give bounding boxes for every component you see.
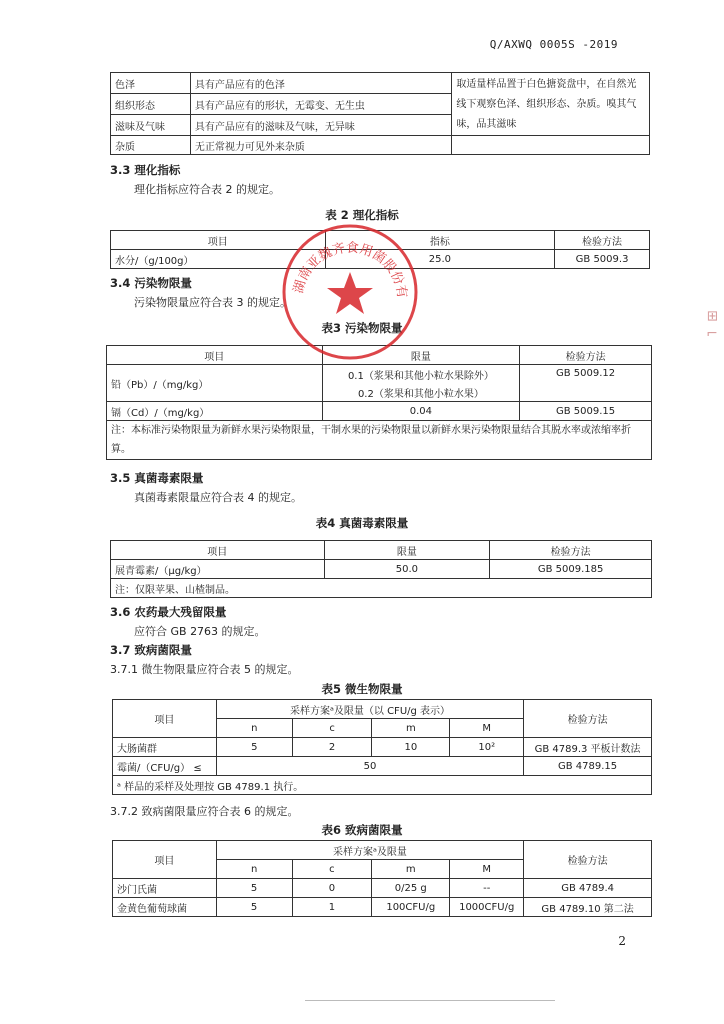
table-note: 注：仅限苹果、山楂制品。 [111, 579, 652, 598]
section-3-3-text: 理化指标应符合表 2 的规定。 [134, 183, 280, 196]
n-cell: 5 [216, 898, 292, 917]
table-row [113, 879, 652, 898]
item-cell: 杂质 [111, 136, 191, 155]
header-item: 项目 [111, 541, 325, 560]
table-note-row [111, 579, 652, 598]
M-cell: -- [450, 879, 524, 898]
item-cell: 组织形态 [111, 94, 191, 115]
section-3-6-title: 3.6 农药最大残留限量 [110, 605, 227, 619]
section-3-3-title: 3.3 理化指标 [110, 163, 181, 177]
method-cell: GB 4789.3 平板计数法 [524, 738, 652, 757]
table6-caption: 表6 致病菌限量 [321, 823, 403, 837]
header-item: 项目 [113, 700, 217, 738]
section-3-7-1-text: 3.7.1 微生物限量应符合表 5 的规定。 [110, 663, 299, 676]
table-note: 注：本标准污染物限量为新鲜水果污染物限量，干制水果的污染物限量以新鲜水果污染物限量结合其脱水率或浓缩率折算。 [107, 421, 652, 460]
limit-cell: 0.1（浆果和其他小粒水果除外） [322, 365, 520, 384]
section-3-5-title: 3.5 真菌毒素限量 [110, 471, 204, 485]
svg-text:湖南亚魏齐食用菌股份有限公司: 湖南亚魏齐食用菌股份有 [291, 240, 410, 300]
requirement-cell: 具有产品应有的滋味及气味，无异味 [190, 115, 451, 136]
requirement-cell: 具有产品应有的形状，无霉变、无生虫 [190, 94, 451, 115]
page-number: 2 [618, 934, 626, 948]
table6 [112, 840, 652, 917]
value-cell: 25.0 [325, 250, 555, 269]
table-header-row [107, 346, 652, 365]
table3-caption: 表3 污染物限量 [321, 321, 403, 335]
table-note-row [113, 776, 652, 795]
table-row [107, 402, 652, 421]
limit-cell: 0.2（浆果和其他小粒水果） [322, 383, 520, 402]
item-cell: 滋味及气味 [111, 115, 191, 136]
M-cell: 1000CFU/g [450, 898, 524, 917]
table-row [111, 250, 650, 269]
c-cell: 1 [292, 898, 372, 917]
table-row [113, 757, 652, 776]
method-cell: GB 4789.15 [524, 757, 652, 776]
section-3-6-text: 应符合 GB 2763 的规定。 [134, 625, 266, 638]
value-cell: 50 [216, 757, 523, 776]
table-header-row [113, 841, 652, 860]
m-cell: 100CFU/g [372, 898, 450, 917]
table-row [113, 738, 652, 757]
c-cell: 2 [292, 738, 372, 757]
method-cell: GB 5009.12 [520, 365, 652, 402]
method-cell: GB 5009.3 [555, 250, 650, 269]
item-cell: 铅（Pb）/（mg/kg） [107, 365, 323, 402]
header-method: 检验方法 [555, 231, 650, 250]
subheader-M: M [450, 860, 524, 879]
header-limit: 限量 [324, 541, 490, 560]
table-header-row [111, 541, 652, 560]
M-cell: 10² [450, 738, 524, 757]
table5 [112, 699, 652, 795]
header-plan: 采样方案ᵃ及限量 [216, 841, 523, 860]
table-note-row [107, 421, 652, 460]
subheader-c: c [292, 860, 372, 879]
header-limit: 限量 [322, 346, 520, 365]
section-3-7-2-text: 3.7.2 致病菌限量应符合表 6 的规定。 [110, 805, 299, 818]
header-method: 检验方法 [524, 841, 652, 879]
subheader-m: m [372, 719, 450, 738]
table-row [107, 365, 652, 384]
table3 [106, 345, 652, 460]
item-cell: 展青霉素/（μg/kg） [111, 560, 325, 579]
table2-caption: 表 2 理化指标 [325, 208, 399, 222]
sensory-table [110, 72, 650, 155]
limit-cell: 50.0 [324, 560, 490, 579]
table-row [113, 898, 652, 917]
table-row [111, 73, 650, 94]
header-value: 指标 [325, 231, 555, 250]
n-cell: 5 [216, 879, 292, 898]
table4 [110, 540, 652, 598]
c-cell: 0 [292, 879, 372, 898]
table-row [111, 136, 650, 155]
table2 [110, 230, 650, 269]
subheader-n: n [216, 719, 292, 738]
header-method: 检验方法 [490, 541, 652, 560]
table-header-row [111, 231, 650, 250]
section-3-5-text: 真菌毒素限量应符合表 4 的规定。 [134, 491, 302, 504]
header-method: 检验方法 [524, 700, 652, 738]
item-cell: 镉（Cd）/（mg/kg） [107, 402, 323, 421]
header-item: 项目 [113, 841, 217, 879]
method-cell: GB 4789.10 第二法 [524, 898, 652, 917]
header-method: 检验方法 [520, 346, 652, 365]
subheader-M: M [450, 719, 524, 738]
table4-caption: 表4 真菌毒素限量 [315, 516, 409, 530]
requirement-cell: 具有产品应有的色泽 [190, 73, 451, 94]
limit-cell: 0.04 [322, 402, 520, 421]
header-item: 项目 [111, 231, 326, 250]
requirement-cell: 无正常视力可见外来杂质 [190, 136, 451, 155]
section-3-4-text: 污染物限量应符合表 3 的规定。 [134, 296, 291, 309]
method-cell: GB 5009.15 [520, 402, 652, 421]
header-item: 项目 [107, 346, 323, 365]
table5-caption: 表5 微生物限量 [321, 682, 403, 696]
table-note: ᵃ 样品的采样及处理按 GB 4789.1 执行。 [113, 776, 652, 795]
item-cell: 水分/（g/100g） [111, 250, 326, 269]
table-header-row [113, 700, 652, 719]
section-3-7-title: 3.7 致病菌限量 [110, 643, 192, 657]
method-cell: GB 5009.185 [490, 560, 652, 579]
m-cell: 10 [372, 738, 450, 757]
section-3-4-title: 3.4 污染物限量 [110, 276, 192, 290]
m-cell: 0/25 g [372, 879, 450, 898]
n-cell: 5 [216, 738, 292, 757]
item-cell: 霉菌/（CFU/g） ≤ [113, 757, 217, 776]
subheader-m: m [372, 860, 450, 879]
item-cell: 大肠菌群 [113, 738, 217, 757]
page-edge-mark: ⊞ ⌐ [704, 310, 720, 343]
table-row [111, 560, 652, 579]
method-cell: 取适量样品置于白色搪瓷盘中，在自然光线下观察色泽、组织形态、杂质。嗅其气味，品其滋味 [452, 73, 650, 136]
subheader-c: c [292, 719, 372, 738]
item-cell: 沙门氏菌 [113, 879, 217, 898]
page-edge-rule [305, 1000, 555, 1001]
item-cell: 色泽 [111, 73, 191, 94]
subheader-n: n [216, 860, 292, 879]
item-cell: 金黄色葡萄球菌 [113, 898, 217, 917]
method-cell: GB 4789.4 [524, 879, 652, 898]
header-plan: 采样方案ᵃ及限量（以 CFU/g 表示） [216, 700, 523, 719]
standard-code: Q/AXWQ 0005S -2019 [489, 38, 618, 51]
